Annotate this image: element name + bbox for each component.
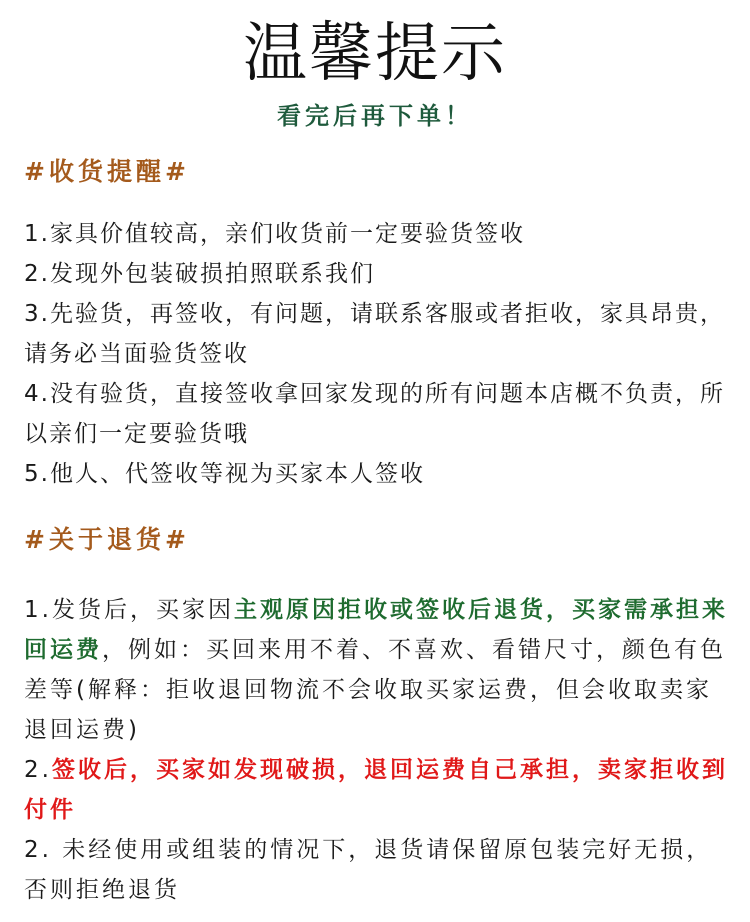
warning-text: 签收后，买家如发现破损，退回运费自己承担，卖家拒收到付件 (24, 757, 728, 823)
list-item: 5.他人、代签收等视为买家本人签收 (24, 461, 425, 487)
item-text: 1.发货后，买家因 (24, 597, 234, 623)
list-item: 2. 未经使用或组装的情况下，退货请保留原包装完好无损，否则拒绝退货 (24, 837, 713, 903)
item-number: 2. (24, 757, 52, 783)
highlighted-text: 主观原因拒收或签收后退货，买家需承担来回运费 (24, 597, 728, 663)
receiving-reminder-list (24, 214, 730, 494)
list-item (24, 750, 730, 830)
page-subtitle: 看完后再下单！ (277, 102, 473, 130)
list-item (24, 590, 730, 750)
list-item: 1.家具价值较高，亲们收货前一定要验货签收 (24, 221, 525, 247)
list-item: 4.没有验货，直接签收拿回家发现的所有问题本店概不负责，所以亲们一定要验货哦 (24, 381, 725, 447)
list-item: 2.发现外包装破损拍照联系我们 (24, 261, 375, 287)
item-text: ，例如：买回来用不着、不喜欢、看错尺寸，颜色有色差等(解释：拒收退回物流不会收取买家运费，但会收取卖家退回运费) (24, 637, 726, 743)
return-policy-list (24, 590, 730, 910)
list-item: 3.先验货，再签收，有问题，请联系客服或者拒收，家具昂贵，请务必当面验货签收 (24, 301, 725, 367)
page-title: 温馨提示 (243, 17, 507, 91)
return-policy-heading: #关于退货# (24, 525, 190, 554)
receiving-reminder-heading: #收货提醒# (24, 157, 190, 186)
